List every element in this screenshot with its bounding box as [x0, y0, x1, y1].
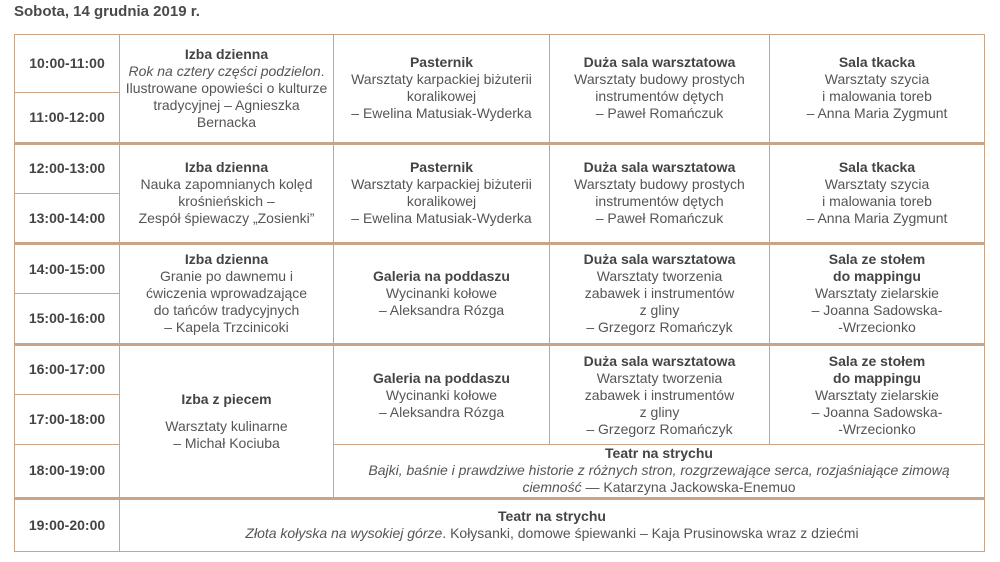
time-slot: 17:00-18:00 [15, 395, 120, 445]
event-description: . Kołysanki, domowe śpiewanki – Kaja Prusinowska wraz z dziećmi [442, 525, 859, 542]
event-cell [334, 244, 550, 345]
room-name: Izba dzienna [184, 45, 269, 62]
page-title: Sobota, 14 grudnia 2019 r. [14, 3, 200, 20]
room-name: Sala tkacka [838, 159, 916, 176]
event-cell [550, 143, 770, 244]
event-cell [334, 35, 550, 144]
time-slot: 19:00-20:00 [15, 498, 120, 551]
event-description: — Katarzyna Jackowska-Enemuo [581, 479, 796, 496]
event-title: Rok na cztery części podzielon [128, 62, 321, 79]
event-cell [550, 35, 770, 144]
time-slot: 14:00-15:00 [15, 244, 120, 294]
time-slot: 12:00-13:00 [15, 143, 120, 193]
room-name: Sala ze stołem do mappingu [828, 251, 926, 285]
event-cell [550, 244, 770, 345]
room-name: Duża sala warsztatowa [583, 352, 736, 369]
event-description: Warsztaty karpackiej biżuterii koralikowej – Ewelina Matusiak-Wyderka [351, 71, 532, 122]
room-name: Izba dzienna [184, 251, 269, 268]
event-description: Warsztaty zielarskie – Joanna Sadowska- -Wrzecionko [811, 285, 943, 336]
room-name: Duża sala warsztatowa [583, 54, 736, 71]
event-title: Bajki, baśnie i prawdziwe historie z różnych stron, rozgrzewające serca, rozjaśniające zimową ciemność [368, 462, 950, 496]
time-slot: 10:00-11:00 [15, 35, 120, 93]
event-description: Wycinanki kołowe – Aleksandra Rózga [378, 285, 505, 319]
room-name: Izba dzienna [184, 159, 269, 176]
event-description: Warsztaty tworzenia zabawek i instrumentów z gliny – Grzegorz Romańczyk [584, 268, 735, 336]
event-description: Warsztaty budowy prostych instrumentów dętych – Paweł Romańczuk [574, 176, 745, 227]
event-cell [120, 35, 334, 144]
time-slot: 18:00-19:00 [15, 445, 120, 498]
room-name: Teatr na strychu [605, 445, 713, 462]
table-row [15, 35, 985, 93]
event-description: . Ilustrowane opowieści o kulturze tradycyjnej – Agnieszka Bernacka [125, 62, 328, 130]
event-description: Nauka zapomnianych kolęd krośnieńskich – Zespół śpiewaczy „Zosienki” [138, 176, 315, 227]
time-slot: 16:00-17:00 [15, 344, 120, 394]
time-slot: 15:00-16:00 [15, 294, 120, 344]
event-description: Warsztaty zielarskie – Joanna Sadowska- -Wrzecionko [811, 386, 943, 437]
room-name: Galeria na poddaszu [373, 369, 510, 386]
event-cell [770, 344, 985, 445]
event-description: Wycinanki kołowe – Aleksandra Rózga [378, 386, 505, 420]
event-description: Warsztaty karpackiej biżuterii koralikowej – Ewelina Matusiak-Wyderka [351, 176, 532, 227]
event-cell [334, 344, 550, 445]
event-cell [120, 143, 334, 244]
event-cell [550, 344, 770, 445]
event-description: Warsztaty tworzenia zabawek i instrumentów z gliny – Grzegorz Romańczyk [584, 369, 735, 437]
table-row [15, 344, 985, 394]
schedule-table [14, 34, 985, 552]
table-row [15, 143, 985, 193]
room-name: Sala ze stołem do mappingu [828, 352, 926, 386]
event-description: Warsztaty budowy prostych instrumentów dętych – Paweł Romańczuk [574, 71, 745, 122]
event-description: Warsztaty kulinarne – Michał Kociuba [165, 417, 288, 451]
time-slot: 11:00-12:00 [15, 93, 120, 143]
event-title: Złota kołyska na wysokiej górze [245, 525, 443, 542]
room-name: Galeria na poddaszu [373, 268, 510, 285]
event-cell [120, 244, 334, 345]
event-cell [120, 344, 334, 498]
room-name: Izba z piecem [181, 390, 272, 407]
room-name: Teatr na strychu [498, 508, 606, 525]
event-cell [120, 498, 985, 551]
room-name: Pasternik [409, 54, 474, 71]
event-cell [770, 143, 985, 244]
room-name: Pasternik [409, 159, 474, 176]
table-row [15, 244, 985, 294]
event-cell [770, 35, 985, 144]
event-description: Granie po dawnemu i ćwiczenia wprowadzające do tańców tradycyjnych – Kapela Trzcinicoki [145, 268, 308, 336]
table-row [15, 498, 985, 551]
room-name: Duża sala warsztatowa [583, 251, 736, 268]
room-name: Duża sala warsztatowa [583, 159, 736, 176]
event-cell [334, 143, 550, 244]
event-description: Warsztaty szycia i malowania toreb – Anna Maria Zygmunt [806, 71, 948, 122]
event-cell [334, 445, 985, 498]
time-slot: 13:00-14:00 [15, 193, 120, 243]
event-description: Warsztaty szycia i malowania toreb – Anna Maria Zygmunt [806, 176, 948, 227]
event-cell [770, 244, 985, 345]
room-name: Sala tkacka [838, 54, 916, 71]
